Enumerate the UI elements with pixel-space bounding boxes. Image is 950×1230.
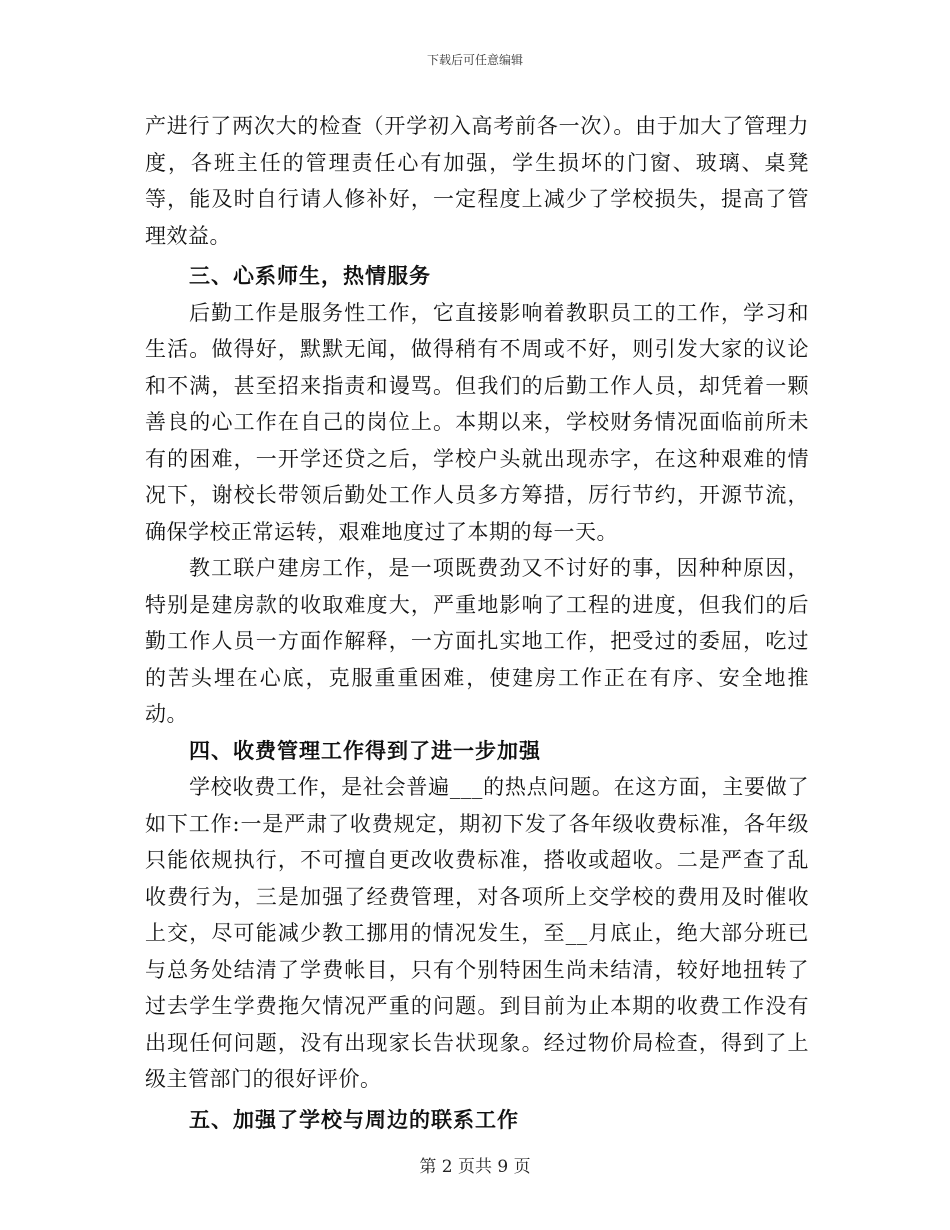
paragraph-staff-housing: 教工联户建房工作，是一项既费劲又不讨好的事，因种种原因，特别是建房款的收取难度大，严重地影响了工程的进度，但我们的后勤工作人员一方面作解释，一方面扎实地工作，把受过的委屈，吃过的苦头埋在心底，克服重重困难，使建房工作正在有序、安全地推动。 bbox=[145, 556, 809, 726]
paragraph-continued: 产进行了两次大的检查（开学初入高考前各一次）。由于加大了管理力度，各班主任的管理责任心有加强，学生损坏的门窗、玻璃、桌凳等，能及时自行请人修补好，一定程度上减少了学校损失，提高了管理效益。 bbox=[145, 114, 809, 248]
paragraph-logistics-service: 后勤工作是服务性工作，它直接影响着教职员工的工作，学习和生活。做得好，默默无闻，做得稍有不周或不好，则引发大家的议论和不满，甚至招来指责和谩骂。但我们的后勤工作人员，却凭着一颗善良的心工作在自己的岗位上。本期以来，学校财务情况面临前所未有的困难，一开学还贷之后，学校户头就出现赤字，在这种艰难的情况下，谢校长带领后勤处工作人员多方筹措，厉行节约，开源节流，确保学校正常运转，艰难地度过了本期的每一天。 bbox=[145, 300, 809, 544]
section-heading-4: 四、收费管理工作得到了进一步加强 bbox=[189, 737, 541, 763]
paragraph-fee-management: 学校收费工作，是社会普遍___的热点问题。在这方面，主要做了如下工作:一是严肃了收费规定，期初下发了各年级收费标准，各年级只能依规执行，不可擅自更改收费标准，搭收或超收。二是严查了乱收费行为，三是加强了经费管理，对各项所上交学校的费用及时催收上交，尽可能减少教工挪用的情况发生，至__月底止，绝大部分班已与总务处结清了学费帐目，只有个别特困生尚未结清，较好地扭转了过去学生学费拖欠情况严重的问题。到目前为止本期的收费工作没有出现任何问题，没有出现家长告状现象。经过物价局检查，得到了上级主管部门的很好评价。 bbox=[145, 775, 809, 1091]
section-heading-5: 五、加强了学校与周边的联系工作 bbox=[189, 1106, 519, 1132]
section-heading-3: 三、心系师生，热情服务 bbox=[189, 263, 431, 288]
page-number: 第 2 页共 9 页 bbox=[419, 1157, 531, 1177]
document-body bbox=[145, 108, 809, 1138]
page-header: 下载后可任意编辑 bbox=[426, 53, 523, 67]
